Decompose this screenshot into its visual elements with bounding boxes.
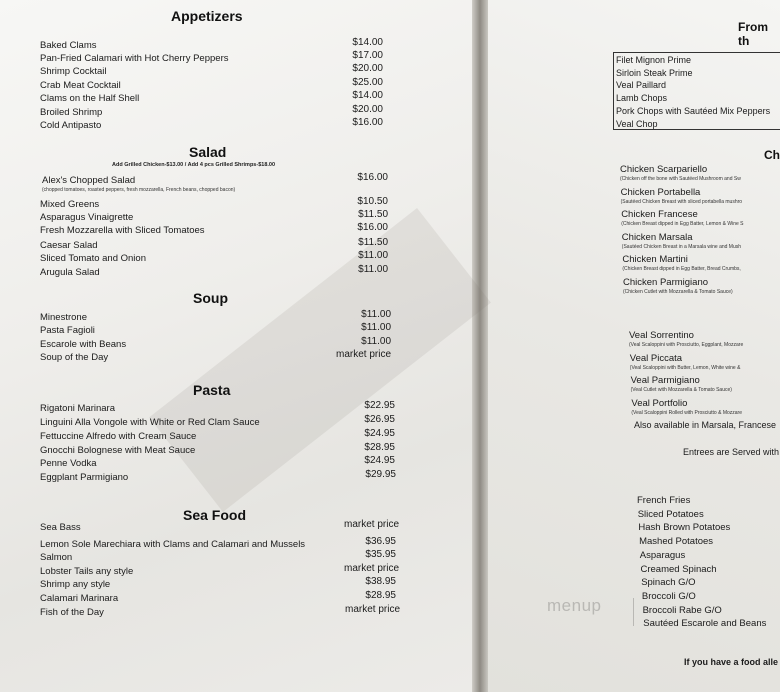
veal-item-desc: (Veal Scaloppini with Butter, Lemon, White wine & [629,364,741,371]
side-item: Sautéed Escarole and Beans [643,618,767,630]
veal-item-name: Veal Piccata [629,352,683,364]
seafood-item-name: Salmon [40,552,73,563]
chicken-item-name: Chicken Portabella [620,186,701,198]
appetizers-item-name: Broiled Shrimp [40,107,103,118]
allergy-note: If you have a food alle [684,657,779,667]
seafood-item-price: $38.95 [365,576,396,587]
entrees-note: Entrees are Served with [683,447,780,457]
appetizers-item-price: $20.00 [352,104,383,115]
chicken-item-name: Chicken Martini [622,254,688,265]
side-item: Creamed Spinach [640,563,717,575]
side-item: Hash Brown Potatoes [638,522,731,534]
chicken-item-desc: (Chicken off the bone with Sautéed Mushroom and Sw [620,176,741,182]
seafood-item-name: Fish of the Day [40,607,104,618]
page-gutter [472,0,488,692]
pasta-item-price: $26.95 [364,414,395,425]
salad-item-price: $11.00 [358,264,388,275]
seafood-item-price: $35.95 [365,549,396,560]
appetizers-item-name: Shrimp Cocktail [40,66,107,77]
chicken-item-name: Chicken Parmigiano [623,276,709,288]
chicken-item-name: Chicken Scarpariello [620,164,708,175]
chicken-item-desc: (Sautéed Chicken Breast with sliced portabella mushro [620,198,743,205]
salad-item-name: Mixed Greens [40,199,100,210]
salad-item-price: $11.50 [358,237,388,248]
seafood-item-price: market price [344,604,400,615]
soup-item-price: $11.00 [361,336,391,347]
veal-item-name: Veal Sorrentino [629,330,694,341]
veal-item-desc: (Veal Cutlet with Mozzarella & Tomato Sauce) [630,387,732,393]
side-item: Spinach G/O [641,577,696,589]
steak-item: Lamb Chops [616,93,668,104]
pasta-item-price: $29.95 [365,469,396,480]
seafood-item-price: market price [343,519,399,530]
salad-heading: Salad [189,144,227,160]
chicken-item-name: Chicken Marsala [621,231,693,243]
seafood-item-name: Lobster Tails any style [40,566,134,577]
soup-heading: Soup [193,290,228,306]
salad-item-name: Asparagus Vinaigrette [40,212,134,223]
salad-item-price: $11.50 [358,209,388,220]
side-item: Mashed Potatoes [639,536,714,548]
seafood-item-name: Sea Bass [40,522,81,533]
salad-item-name: Fresh Mozzarella with Sliced Tomatoes [40,225,205,236]
salad-item-name: Sliced Tomato and Onion [40,253,146,264]
watermark-divider [633,598,634,626]
side-item: Broccoli G/O [641,590,696,602]
veal-also-note: Also available in Marsala, Francese [634,420,777,430]
soup-item-name: Soup of the Day [40,352,109,363]
pasta-item-price: $24.95 [364,455,395,466]
pasta-item-price: $24.95 [364,428,395,439]
pasta-item-price: $28.95 [364,442,395,453]
steak-item: Pork Chops with Sautéed Mix Peppers [616,105,771,116]
appetizers-item-price: $20.00 [352,63,383,74]
seafood-item-name: Shrimp any style [40,579,111,590]
chicken-item-desc: (Sautéed Chicken Breast in a Marsala wine and Mush [621,243,742,250]
salad-item-price: $11.00 [358,250,388,261]
appetizers-item-name: Crab Meat Cocktail [40,80,121,91]
chicken-item-desc: (Chicken Breast dipped in Egg Batter, Lemon & Wine S [621,221,744,227]
chicken-item-desc: (Chicken Breast dipped in Egg Batter, Bread Crumbs, [622,266,741,272]
salad-item-price: $16.00 [357,222,388,233]
appetizers-item-name: Clams on the Half Shell [40,93,140,104]
soup-item-name: Escarole with Beans [40,339,127,350]
seafood-item-name: Calamari Marinara [40,593,119,604]
pasta-item-name: Eggplant Parmigiano [40,472,129,483]
pasta-item-name: Linguini Alla Vongole with White or Red Clam Sauce [40,417,260,428]
pasta-heading: Pasta [193,382,231,398]
side-item: Broccoli Rabe G/O [642,604,722,616]
steak-item: Veal Paillard [616,80,667,91]
appetizers-item-price: $25.00 [352,77,383,88]
appetizers-item-name: Baked Clams [40,40,97,51]
side-item: Sliced Potatoes [637,508,704,520]
steak-item: Veal Chop [616,118,658,129]
salad-item-price: $10.50 [357,196,388,207]
chicken-item-name: Chicken Francese [621,209,698,220]
appetizers-item-price: $16.00 [352,117,383,128]
salad-item-alex-desc: (chopped tomatoes, roasted peppers, fresh mozzarella, French beans, chopped bacon) [42,187,236,193]
seafood-item-price: market price [343,563,399,574]
pasta-item-price: $22.95 [364,400,395,411]
salad-item-alex-price: $16.00 [357,172,388,183]
side-item: French Fries [637,495,691,506]
seafood-item-name: Lemon Sole Marechiara with Clams and Calamari and Mussels [40,539,306,550]
soup-item-price: market price [335,349,391,360]
chicken-heading: Ch [764,148,780,162]
seafood-item-price: $36.95 [365,536,396,547]
salad-item-alex-name: Alex's Chopped Salad [42,175,136,186]
soup-item-name: Pasta Fagioli [40,325,95,336]
soup-item-price: $11.00 [361,322,391,333]
soup-item-price: $11.00 [361,309,391,320]
appetizers-item-price: $14.00 [352,37,383,48]
seafood-heading: Sea Food [183,507,247,523]
soup-item-name: Minestrone [40,312,87,323]
pasta-item-name: Penne Vodka [40,458,97,469]
veal-item-name: Veal Parmigiano [630,375,700,386]
veal-item-desc: (Veal Scaloppini with Prosciutto, Eggplant, Mozzare [629,342,744,348]
pasta-item-name: Fettuccine Alfredo with Cream Sauce [40,431,197,442]
salad-addon-note: Add Grilled Chicken-$13.00 / Add 4 pcs Grilled Shrimps-$18.00 [112,162,276,168]
appetizers-item-price: $14.00 [352,90,383,101]
salad-item-name: Caesar Salad [40,240,98,251]
steak-item: Filet Mignon Prime [616,55,692,65]
steak-item: Sirloin Steak Prime [616,67,693,78]
veal-item-desc: (Veal Scaloppini Rolled with Prosciutto & Mozzare [631,409,742,416]
pasta-item-name: Rigatoni Marinara [40,403,115,414]
appetizers-item-name: Cold Antipasto [40,120,102,131]
seafood-item-price: $28.95 [365,590,396,601]
veal-item-name: Veal Portfolio [631,397,688,409]
salad-item-name: Arugula Salad [40,267,100,278]
pasta-item-name: Gnocchi Bolognese with Meat Sauce [40,445,196,456]
grill-heading: From th [738,20,768,48]
chicken-item-desc: (Chicken Cutlet with Mozzarella & Tomato Sauce) [623,288,733,295]
appetizers-item-name: Pan-Fried Calamari with Hot Cherry Peppers [40,53,229,64]
side-item: Asparagus [639,549,686,561]
appetizers-item-price: $17.00 [352,50,383,61]
watermark-logo: menup [547,596,602,615]
appetizers-heading: Appetizers [171,8,243,24]
